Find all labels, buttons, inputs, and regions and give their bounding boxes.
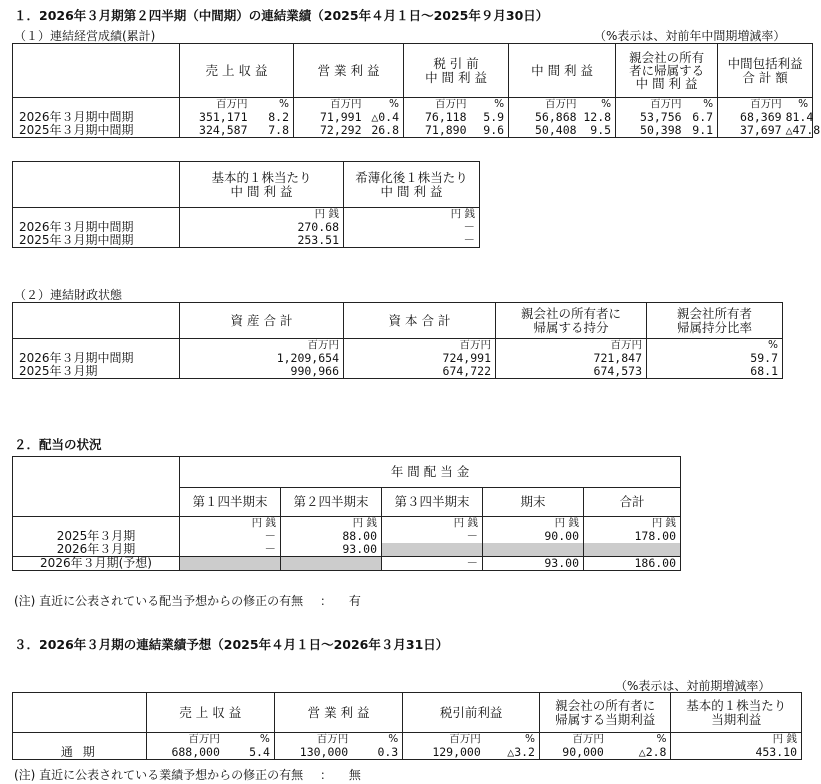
unit-cell: 円 銭 bbox=[772, 733, 797, 745]
corner-cell bbox=[13, 693, 147, 733]
unit-cell: 百万円 bbox=[650, 98, 682, 110]
value-cell: 6.7 bbox=[686, 111, 718, 124]
forecast-table bbox=[12, 692, 802, 760]
value-cell: 9.1 bbox=[686, 124, 718, 138]
row-label: 2026年３月期 bbox=[13, 543, 180, 557]
row-label: 2026年３月期中間期 bbox=[13, 111, 180, 124]
value-cell: 1,209,654 bbox=[180, 352, 344, 365]
forecast-pct-note: （%表示は、対前期増減率） bbox=[615, 679, 771, 693]
table-row bbox=[13, 365, 783, 379]
row-label: 2025年３月期 bbox=[13, 530, 180, 543]
shaded-cell bbox=[382, 543, 483, 557]
header-owner-profit: 親会社の所有 者に帰属する 中 間 利 益 bbox=[616, 44, 718, 98]
header-diluted-eps: 希薄化後１株当たり 中 間 利 益 bbox=[344, 162, 480, 208]
value-cell: 50,398 bbox=[640, 123, 682, 137]
unit-cell: 百万円 bbox=[330, 98, 362, 110]
row-label: 2026年３月期(予想) bbox=[13, 557, 180, 571]
value-cell: 351,171 bbox=[199, 110, 248, 124]
unit-cell: 百万円 bbox=[545, 98, 577, 110]
header-operating-profit: 営 業 利 益 bbox=[294, 44, 404, 98]
results-table bbox=[12, 43, 821, 138]
unit-cell: 円 銭 bbox=[180, 208, 344, 222]
value-cell: － bbox=[463, 220, 475, 234]
row-label: 2026年３月期中間期 bbox=[13, 221, 180, 234]
value-cell: 26.8 bbox=[366, 124, 404, 138]
value-cell: △3.2 bbox=[485, 746, 540, 760]
header-pretax-profit: 税引前利益 bbox=[403, 693, 540, 733]
header-pretax-profit: 税 引 前 中 間 利 益 bbox=[404, 44, 509, 98]
value-cell: 9.6 bbox=[471, 124, 509, 138]
section2-title: ２．配当の状況 bbox=[14, 437, 102, 452]
value-cell: △0.4 bbox=[366, 111, 404, 124]
header-total-assets: 資 産 合 計 bbox=[180, 303, 344, 339]
results-subtitle: （１）連結経営成績(累計) bbox=[14, 29, 156, 43]
header-operating-profit: 営 業 利 益 bbox=[274, 693, 402, 733]
value-cell: 9.5 bbox=[581, 124, 616, 138]
value-cell: 53,756 bbox=[640, 110, 682, 124]
header-q3-end: 第３四半期末 bbox=[382, 488, 483, 517]
value-cell: － bbox=[463, 233, 475, 247]
forecast-note-separator: ： bbox=[320, 768, 333, 782]
value-cell: － bbox=[382, 530, 483, 543]
value-cell: 68.1 bbox=[750, 364, 778, 378]
unit-cell: 百万円 bbox=[750, 98, 782, 110]
value-cell: 50,408 bbox=[535, 123, 577, 137]
value-cell: 90,000 bbox=[562, 745, 604, 759]
value-cell: 12.8 bbox=[581, 111, 616, 124]
value-cell: 990,966 bbox=[180, 365, 344, 379]
header-revenue: 売 上 収 益 bbox=[146, 693, 274, 733]
unit-cell: % bbox=[768, 339, 778, 351]
dividend-table bbox=[12, 456, 681, 571]
value-cell: 59.7 bbox=[750, 351, 778, 365]
section1-title: １．2026年３月期第２四半期（中間期）の連結業績（2025年４月１日～2025年９月30日） bbox=[14, 8, 549, 23]
value-cell: 0.3 bbox=[352, 746, 403, 760]
unit-cell: % bbox=[608, 733, 671, 747]
unit-cell: 百万円 bbox=[188, 733, 220, 745]
corner-cell bbox=[13, 457, 180, 488]
financial-position-subtitle: （２）連結財政状態 bbox=[14, 288, 123, 302]
value-cell: △47.8 bbox=[785, 123, 821, 137]
value-cell: 90.00 bbox=[483, 530, 584, 543]
section3-title: ３．2026年３月期の連結業績予想（2025年４月１日～2026年３月31日） bbox=[14, 637, 449, 652]
table-row bbox=[13, 746, 802, 760]
unit-cell: 百万円 bbox=[449, 733, 481, 745]
header-q1-end: 第１四半期末 bbox=[180, 488, 281, 517]
dividend-note-separator: ： bbox=[320, 594, 333, 608]
table-row bbox=[13, 557, 681, 571]
dividend-note bbox=[14, 592, 361, 609]
header-total-equity: 資 本 合 計 bbox=[344, 303, 496, 339]
value-cell: 71,890 bbox=[424, 123, 467, 137]
header-total: 合計 bbox=[584, 488, 681, 517]
value-cell: 72,292 bbox=[319, 123, 362, 137]
value-cell: 724,991 bbox=[344, 352, 496, 365]
table-row bbox=[13, 543, 681, 557]
corner-cell bbox=[13, 303, 180, 339]
value-cell: － bbox=[180, 543, 281, 557]
value-cell: 674,722 bbox=[344, 365, 496, 379]
unit-cell: 百万円 bbox=[216, 98, 248, 110]
row-label: 2025年３月期中間期 bbox=[13, 124, 180, 138]
value-cell: 7.8 bbox=[252, 124, 294, 138]
value-cell: 453.10 bbox=[755, 745, 797, 759]
value-cell: 178.00 bbox=[634, 529, 677, 543]
value-cell: 253.51 bbox=[180, 234, 344, 248]
value-cell: 721,847 bbox=[496, 352, 647, 365]
header-annual-dividend: 年 間 配 当 金 bbox=[180, 457, 681, 488]
header-basic-eps: 基本的１株当たり 当期利益 bbox=[671, 693, 802, 733]
unit-cell: 百万円 bbox=[496, 339, 647, 353]
header-revenue: 売 上 収 益 bbox=[180, 44, 294, 98]
forecast-note bbox=[14, 766, 361, 783]
unit-cell: % bbox=[224, 733, 275, 747]
value-cell: 130,000 bbox=[299, 745, 349, 759]
header-year-end: 期末 bbox=[483, 488, 584, 517]
row-label: 2026年３月期中間期 bbox=[13, 352, 180, 365]
unit-cell: 円 銭 bbox=[651, 517, 677, 529]
header-owner-profit: 親会社の所有者に 帰属する当期利益 bbox=[539, 693, 670, 733]
header-q2-end: 第２四半期末 bbox=[281, 488, 382, 517]
value-cell: 56,868 bbox=[535, 110, 577, 124]
forecast-note-label: (注) 直近に公表されている業績予想からの修正の有無 bbox=[14, 768, 304, 782]
unit-cell: % bbox=[798, 98, 809, 110]
value-cell: 88.00 bbox=[281, 530, 382, 543]
financial-position-table bbox=[12, 302, 783, 379]
value-cell: 270.68 bbox=[180, 221, 344, 234]
unit-cell: 百万円 bbox=[344, 339, 496, 353]
value-cell: 76,118 bbox=[424, 110, 467, 124]
shaded-cell bbox=[483, 543, 584, 557]
value-cell: 688,000 bbox=[171, 745, 220, 759]
value-cell: － bbox=[180, 530, 281, 543]
value-cell: － bbox=[382, 557, 483, 571]
unit-cell: 円 銭 bbox=[382, 517, 483, 531]
value-cell: 93.00 bbox=[483, 557, 584, 571]
row-label: 通 期 bbox=[13, 746, 147, 760]
value-cell: 324,587 bbox=[199, 123, 248, 137]
value-cell: 129,000 bbox=[432, 745, 481, 759]
corner-cell bbox=[13, 44, 180, 98]
unit-cell: 円 銭 bbox=[180, 517, 281, 531]
pct-note: （%表示は、対前年中間期増減率） bbox=[594, 29, 786, 43]
row-label: 2025年３月期 bbox=[13, 365, 180, 379]
shaded-cell bbox=[281, 557, 382, 571]
header-interim-profit: 中 間 利 益 bbox=[509, 44, 616, 98]
value-cell: 93.00 bbox=[281, 543, 382, 557]
unit-cell: 円 銭 bbox=[483, 517, 584, 531]
unit-cell: 百万円 bbox=[572, 733, 604, 745]
value-cell: 5.9 bbox=[471, 111, 509, 124]
shaded-cell bbox=[584, 543, 681, 557]
value-cell: 186.00 bbox=[584, 557, 681, 571]
unit-cell: % bbox=[366, 98, 404, 112]
table-row bbox=[13, 352, 783, 365]
unit-cell: 円 銭 bbox=[281, 517, 382, 531]
unit-cell: % bbox=[581, 98, 616, 112]
unit-cell: 百万円 bbox=[435, 98, 467, 110]
value-cell: 674,573 bbox=[496, 365, 647, 379]
unit-cell: % bbox=[352, 733, 403, 747]
row-label: 2025年３月期中間期 bbox=[13, 234, 180, 248]
dividend-note-value: 有 bbox=[348, 594, 361, 608]
unit-cell: 円 銭 bbox=[450, 208, 475, 220]
value-cell: △2.8 bbox=[608, 746, 671, 760]
header-owner-equity: 親会社の所有者に 帰属する持分 bbox=[496, 303, 647, 339]
unit-cell: % bbox=[471, 98, 509, 112]
unit-cell: % bbox=[252, 98, 294, 112]
unit-cell: % bbox=[686, 98, 718, 112]
unit-cell: 百万円 bbox=[316, 733, 349, 745]
table-row bbox=[13, 124, 813, 138]
eps-table bbox=[12, 161, 480, 248]
corner-cell bbox=[13, 162, 180, 208]
value-cell: 71,991 bbox=[319, 110, 362, 124]
value-cell: 37,697 bbox=[740, 123, 782, 137]
unit-cell: 百万円 bbox=[180, 339, 344, 353]
header-comprehensive-income: 中間包括利益 合 計 額 bbox=[718, 44, 813, 98]
dividend-note-label: (注) 直近に公表されている配当予想からの修正の有無 bbox=[14, 594, 304, 608]
header-equity-ratio: 親会社所有者 帰属持分比率 bbox=[647, 303, 783, 339]
shaded-cell bbox=[180, 557, 281, 571]
table-row bbox=[13, 234, 480, 248]
value-cell: 81.4 bbox=[785, 110, 814, 124]
value-cell: 8.2 bbox=[252, 111, 294, 124]
header-basic-eps: 基本的１株当たり 中 間 利 益 bbox=[180, 162, 344, 208]
value-cell: 5.4 bbox=[224, 746, 275, 760]
unit-cell: % bbox=[485, 733, 540, 747]
value-cell: 68,369 bbox=[740, 110, 782, 124]
forecast-note-value: 無 bbox=[348, 768, 361, 782]
